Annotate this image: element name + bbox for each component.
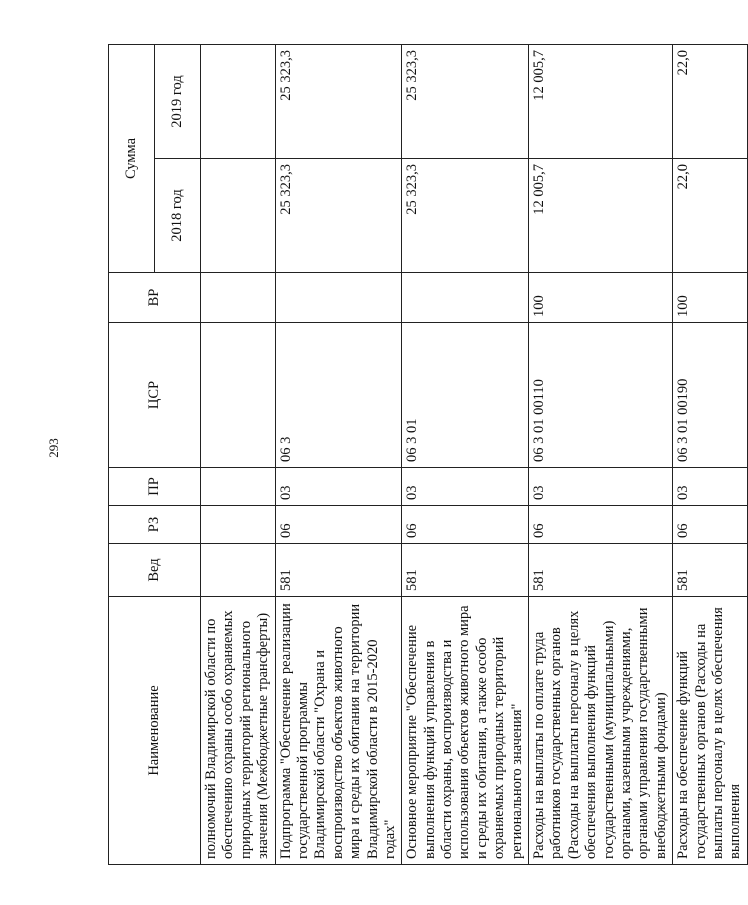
row-csr: 06 3 01	[402, 323, 529, 468]
row-sum-2018: 12 005,7	[529, 159, 673, 273]
row-csr: 06 3 01 00190	[673, 323, 748, 468]
row-rz: 06	[529, 506, 673, 544]
table-row	[275, 45, 402, 865]
row-name: Расходы на выплаты по оплате труда работников государственных органов (Расходы на выплаты персоналу в целях обеспечения выполнения функций государственными (муниципальными) органами, казенными учреждениями, органами управления государственными внебюджетными фондами)	[529, 597, 673, 865]
row-ved: 581	[402, 544, 529, 597]
row-ved: 581	[529, 544, 673, 597]
header-sum: Сумма	[109, 45, 155, 273]
row-sum-2019: 25 323,3	[402, 45, 529, 159]
row-pr: 03	[402, 468, 529, 506]
row-pr: 03	[275, 468, 402, 506]
header-vr: ВР	[109, 273, 201, 323]
row-vr: 100	[673, 273, 748, 323]
row-csr: 06 3 01 00110	[529, 323, 673, 468]
row-vr	[201, 273, 276, 323]
header-rz: РЗ	[109, 506, 201, 544]
row-rz: 06	[673, 506, 748, 544]
page-number: 293	[45, 438, 61, 458]
row-sum-2018: 22,0	[673, 159, 748, 273]
row-sum-2018	[201, 159, 276, 273]
row-sum-2019: 25 323,3	[275, 45, 402, 159]
row-ved: 581	[673, 544, 748, 597]
row-rz	[201, 506, 276, 544]
header-pr: ПР	[109, 468, 201, 506]
row-pr: 03	[673, 468, 748, 506]
row-sum-2018: 25 323,3	[402, 159, 529, 273]
header-name: Наименование	[109, 597, 201, 865]
table-row	[201, 45, 276, 865]
row-pr: 03	[529, 468, 673, 506]
table-row	[673, 45, 748, 865]
header-ved: Вед	[109, 544, 201, 597]
header-year-2019: 2019 год	[155, 45, 201, 159]
row-name: полномочий Владимирской области по обеспечению охраны особо охраняемых природных территорий регионального значения (Межбюджетные трансферты)	[201, 597, 276, 865]
header-year-2018: 2018 год	[155, 159, 201, 273]
table-row	[529, 45, 673, 865]
row-csr	[201, 323, 276, 468]
row-vr	[275, 273, 402, 323]
row-ved: 581	[275, 544, 402, 597]
row-ved	[201, 544, 276, 597]
row-pr	[201, 468, 276, 506]
row-rz: 06	[402, 506, 529, 544]
row-name: Основное мероприятие "Обеспечение выполнения функций управления в области охраны, воспроизводства и использования объектов животного мира и среды их обитания, а также особо охраняемых природных территорий регионального значения"	[402, 597, 529, 865]
row-rz: 06	[275, 506, 402, 544]
row-vr: 100	[529, 273, 673, 323]
row-vr	[402, 273, 529, 323]
row-name: Подпрограмма "Обеспечение реализации государственной программы Владимирской области "Охрана и воспроизводство объектов животного мира и среды их обитания на территории Владимирской области в 2015-2020 годах"	[275, 597, 402, 865]
budget-table	[108, 44, 748, 865]
row-csr: 06 3	[275, 323, 402, 468]
row-sum-2018: 25 323,3	[275, 159, 402, 273]
row-name: Расходы на обеспечение функций государственных органов (Расходы на выплаты персоналу в целях обеспечения выполнения	[673, 597, 748, 865]
row-sum-2019: 12 005,7	[529, 45, 673, 159]
header-csr: ЦСР	[109, 323, 201, 468]
row-sum-2019	[201, 45, 276, 159]
row-sum-2019: 22,0	[673, 45, 748, 159]
table-row	[402, 45, 529, 865]
